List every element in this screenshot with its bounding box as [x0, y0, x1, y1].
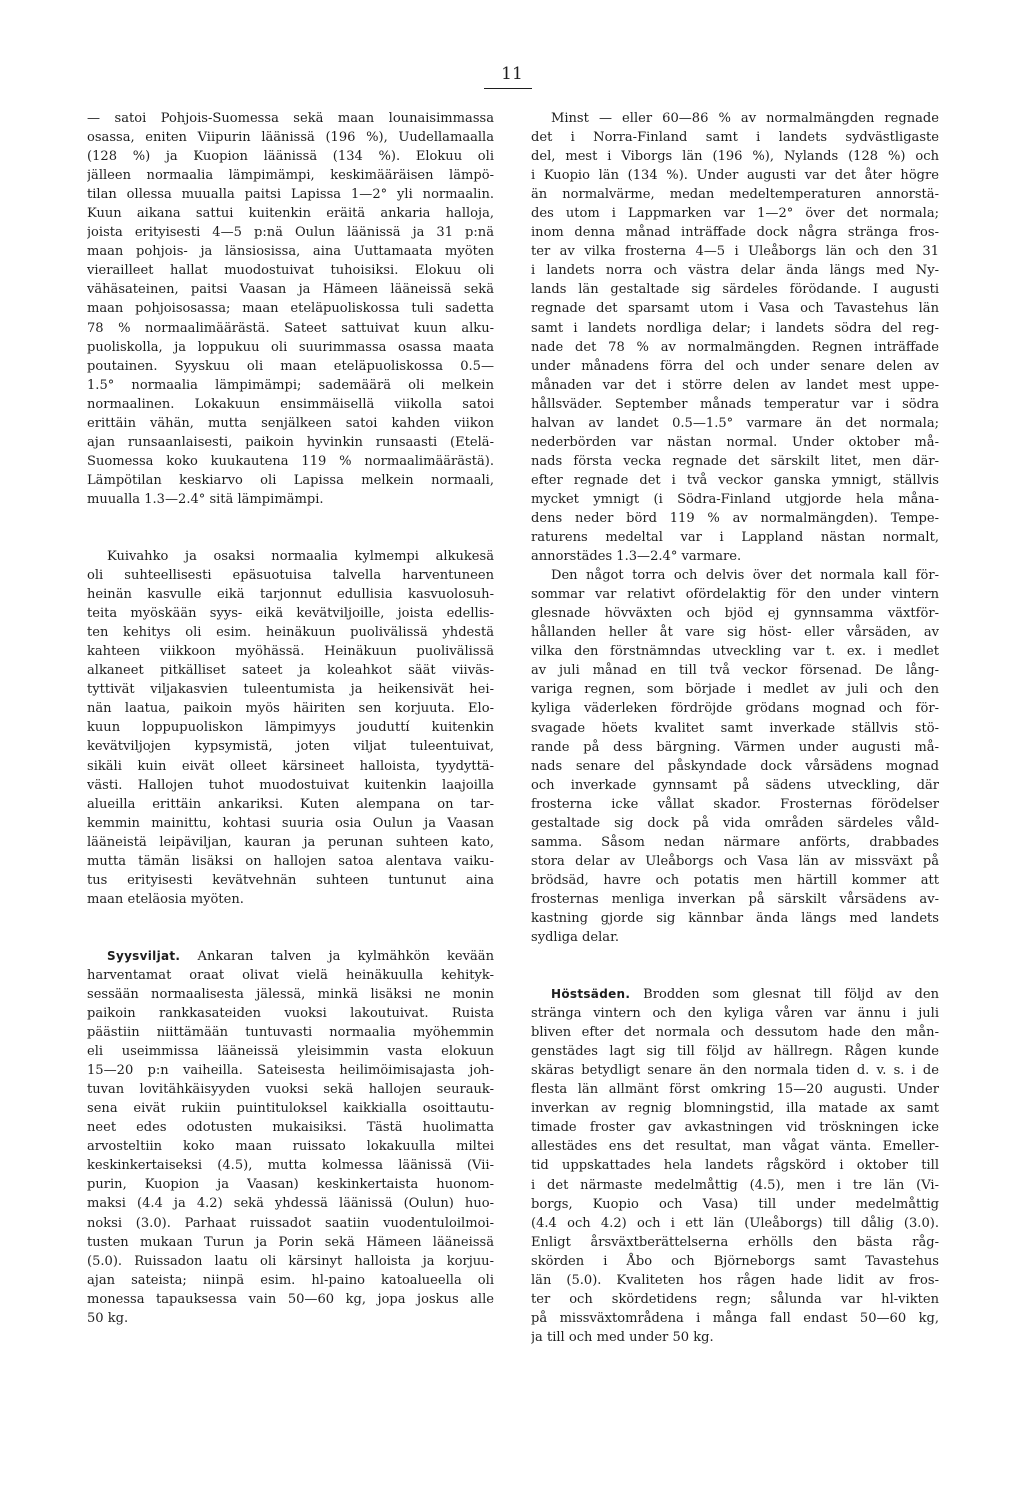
text-line: 15—20 p:n vaiheilla. Sateisesta heilimöimisajasta joh- — [87, 1063, 494, 1079]
text-line: samma. Såsom nedan närmare anförts, drabbades — [531, 834, 939, 850]
text-line: hållanden heller åt vare sig höst- eller vårsäden, av — [531, 625, 939, 641]
text-line: sikäli kuin eivät olleet kärsineet halloista, tyydyttä- — [87, 758, 494, 774]
text-line: puoliskolla, ja loppukuu oli suurimmassa osassa maata — [87, 339, 494, 355]
text-line: alueilla erittäin ankariksi. Kuten alempana on tar- — [87, 796, 494, 812]
text-line: ten kehitys oli esim. heinäkuun puolivälissä yhdestä — [87, 625, 494, 641]
text-line: vierailleet hallat muodostuivat tuhoisiksi. Elokuu oli — [87, 263, 494, 279]
text-line: harventamat oraat olivat vielä heinäkuulla kehityk- — [87, 967, 494, 983]
right-paragraph-harvest-overview — [531, 566, 939, 947]
text-line: jälleen normaalia lämpimämpi, keskimääräisen lämpö- — [87, 168, 494, 184]
text-line: teita myöskään syys- eikä kevätviljoille, joista edellis- — [87, 606, 494, 622]
text-line: svagade höets kvalitet samt inverkade ställvis stö- — [531, 720, 939, 736]
text-line: halvan av landet 0.5—1.5° varmare än det normala; — [531, 415, 939, 431]
right-paragraph-weather — [531, 109, 939, 566]
text-line: arvosteltiin koko maan ruissato lokakuulla miltei — [87, 1139, 494, 1155]
text-line: alkaneet pitkälliset sateet ja koleahkot säät viiväs- — [87, 663, 494, 679]
text-line: kastning gjorde sig kännbar ända längs med landets — [531, 910, 939, 926]
text-line: päästiin niittämään tuntuvasti normaalia myöhemmin — [87, 1025, 494, 1041]
text-line: erittäin vähän, mutta senjälkeen satoi kahden viikon — [87, 415, 494, 431]
text-line: nads första vecka regnade det särskilt litet, men där- — [531, 453, 939, 469]
text-line: under månadens förra del och under senare delen av — [531, 358, 939, 374]
text-line: muualla 1.3—2.4° sitä lämpimämpi. — [87, 491, 324, 507]
text-line: nederbörden var nästan normal. Under oktober må- — [531, 434, 939, 450]
text-line: hållsväder. September månads temperatur var i södra — [531, 396, 939, 412]
text-line: (4.4 och 4.2) och i ett län (Uleåborgs) till dålig (3.0). — [531, 1215, 939, 1231]
text-line: inverkan av regnig blomningstid, illa matade ax samt — [531, 1101, 939, 1117]
right-paragraph-autumn-cereals — [531, 985, 939, 1347]
text-line: bliven efter det normala och dessutom hade den mån- — [531, 1025, 939, 1041]
text-line: Kuivahko ja osaksi normaalia kylmempi alkukesä — [107, 548, 494, 564]
text-line: sommar var relativt ofördelaktig för den under vintern — [531, 587, 939, 603]
text-line: än normalvärme, medan medeltemperaturen annorstä- — [531, 187, 939, 203]
left-column — [87, 109, 494, 1328]
text-line: lands län gestaltade sig särdeles förödande. I augusti — [531, 282, 939, 298]
text-line: tyttivät viljakasvien tuleentumista ja heikensivät hei- — [87, 682, 494, 698]
text-line: månaden var det i större delen av landet mest uppe- — [531, 377, 939, 393]
text-line: och inverkade gynnsamt på sädens utveckling, där — [531, 777, 939, 793]
text-line: kuun loppupuoliskon lämpimyys jouduttí kuitenkin — [87, 720, 494, 736]
text-line: frosternas menliga inverkan på särskilt vårsädens av- — [531, 891, 939, 907]
text-line: mycket ymnigt (i Södra-Finland utgjorde hela måna- — [531, 491, 939, 507]
text-line: heinän kasvulle eikä tarjonnut edullisia kasvuolosuh- — [87, 587, 494, 603]
text-line: kyliga väderleken fördröjde grödans mognad och för- — [531, 701, 939, 717]
text-line: vilka den förstnämndas utveckling var t. ex. i medlet — [531, 644, 939, 660]
text-line: flesta län allmänt först omkring 15—20 augusti. Under — [531, 1082, 939, 1098]
text-line: kemmin mainittu, kohtasi suuria osia Oulun ja Vaasan — [87, 815, 494, 831]
text-line: i det närmaste medelmåttig (4.5), men i tre län (Vi- — [531, 1177, 939, 1193]
text-line: allestädes ens det resultat, man vågat vänta. Emeller- — [531, 1139, 939, 1155]
text-line: ja till och med under 50 kg. — [531, 1329, 714, 1345]
text-line: nän laatua, paikoin myös häiriten sen korjuuta. Elo- — [87, 701, 494, 717]
text-line: brödsäd, havre och potatis men härtill kommer att — [531, 872, 939, 888]
text-line: Den något torra och delvis över det normala kall för- — [551, 568, 939, 584]
text-line: maan eteläosia myöten. — [87, 891, 244, 907]
text-line: — satoi Pohjois-Suomessa sekä maan lounaisimmassa — [87, 111, 494, 126]
text-line: stränga vintern och den kyliga våren var ännu i juli — [531, 1006, 939, 1022]
text-line: variga regnen, som började i medlet av juli och den — [531, 682, 939, 698]
page-number: 11 — [501, 64, 523, 84]
text-line: skörden i Åbo och Björneborgs samt Tavastehus — [531, 1253, 939, 1269]
text-run: Brodden som glesnat till följd av den — [630, 987, 939, 1003]
text-line: dens neder börd 119 % av normalmängden). Tempe- — [531, 510, 939, 526]
left-paragraph-harvest-overview — [87, 547, 494, 909]
text-line: monessa tapauksessa vain 50—60 kg, jopa joskus alle — [87, 1291, 494, 1307]
left-paragraph-weather — [87, 109, 494, 509]
text-line: (5.0). Ruissadon laatu oli kärsinyt halloista ja korjuu- — [87, 1253, 494, 1269]
section-heading: Syysviljat. — [107, 948, 181, 963]
text-line: vähäsateinen, paitsi Vaasan ja Hämeen lääneissä sekä — [87, 282, 494, 298]
text-line: nads senare del påskyndade dock vårsädens mognad — [531, 758, 939, 774]
text-line: kevätviljojen kypsymistä, joten viljat tuleentuivat, — [87, 739, 494, 755]
text-line: det i Norra-Finland samt i landets sydvästligaste — [531, 130, 939, 146]
text-line: 50 kg. — [87, 1310, 129, 1326]
left-paragraph-autumn-cereals — [87, 947, 494, 1328]
text-line: kahteen viikkoon myöhässä. Heinäkuun puolivälissä — [87, 644, 494, 660]
text-line: län (5.0). Kvaliteten hos rågen hade lidit av fros- — [531, 1272, 939, 1288]
text-line: des utom i Lappmarken var 1—2° över det normala; — [531, 206, 939, 222]
text-line: keskinkertaiseksi (4.5), mutta kolmessa läänissä (Vii- — [87, 1158, 494, 1174]
text-line: glesnade hövväxten och bjöd ej gynnsamma växtför- — [531, 606, 939, 622]
text-line: annorstädes 1.3—2.4° varmare. — [531, 549, 742, 565]
text-line: tilan ollessa muualla paitsi Lapissa 1—2° yli normaalin. — [87, 187, 494, 203]
text-line — [531, 985, 939, 1004]
text-line: borgs, Kuopio och Vasa) till under medelmåttig — [531, 1196, 939, 1212]
text-line: rande på dess bärgning. Värmen under augusti må- — [531, 739, 939, 755]
text-line: gestaltade sig dock på vida områden särdeles våld- — [531, 815, 939, 831]
text-line: Suomessa koko kuukautena 119 % normaalimäärästä). — [87, 453, 494, 469]
text-line: timade froster gav avkastningen vid tröskningen icke — [531, 1120, 939, 1136]
text-line: neet edes odotusten mukaisiksi. Tästä huolimatta — [87, 1120, 494, 1136]
page-number-rule — [484, 88, 532, 89]
text-line: del, mest i Viborgs län (196 %), Nylands (128 %) och — [531, 149, 939, 165]
text-line: samt i landets nordliga delar; i landets södra del reg- — [531, 320, 939, 336]
text-line: poutainen. Syyskuu oli maan eteläpuoliskossa 0.5— — [87, 358, 494, 374]
text-line: noksi (3.0). Parhaat ruissadot saatiin vuodentuloilmoi- — [87, 1215, 494, 1231]
text-line: Lämpötilan keskiarvo oli Lapissa melkein normaali, — [87, 472, 494, 488]
text-line: 78 % normaalimäärästä. Sateet sattuivat kuun alku- — [87, 320, 494, 336]
text-line: maksi (4.4 ja 4.2) sekä yhdessä läänissä (Oulun) huo- — [87, 1196, 494, 1212]
text-line: mutta tämän lisäksi on hallojen satoa alentava vaiku- — [87, 853, 494, 869]
text-line: skäras betydligt senare än den normala tiden d. v. s. i de — [531, 1063, 939, 1079]
text-line: av juli månad en till två veckor försenad. De lång- — [531, 663, 939, 679]
text-run: Ankaran talven ja kylmähkön kevään — [180, 948, 494, 964]
text-line: Kuun aikana sattui kuitenkin eräitä ankaria halloja, — [87, 206, 494, 222]
text-line: normaalinen. Lokakuun ensimmäisellä viikolla satoi — [87, 396, 494, 412]
text-line: Minst — eller 60—86 % av normalmängden regnade — [551, 111, 939, 126]
text-line: sessään normaalisesta jälessä, minkä lisäksi ne monin — [87, 986, 494, 1002]
text-line: sena eivät rukiin puintituloksel kaikkialla osoittautu- — [87, 1101, 494, 1117]
text-line: tusten mukaan Turun ja Porin sekä Hämeen lääneissä — [87, 1234, 494, 1250]
text-line: inom denna månad inträffade dock några stränga fros- — [531, 225, 939, 241]
text-line: genstädes lagt sig till följd av hällregn. Rågen kunde — [531, 1044, 939, 1060]
section-heading: Höstsäden. — [551, 987, 631, 1002]
text-line: tus erityisesti kevätvehnän suhteen tuntunut aina — [87, 872, 494, 888]
text-line: Enligt årsväxtberättelserna erhölls den bästa råg- — [531, 1234, 939, 1250]
text-line: stora delar av Uleåborgs och Vasa län av missväxt på — [531, 853, 939, 869]
text-line: eli useimmissa lääneissä yleisimmin vasta elokuun — [87, 1044, 494, 1060]
text-line: tuvan lovitähkäisyyden vuoksi sekä hallojen seurauk- — [87, 1082, 494, 1098]
text-line — [87, 947, 494, 966]
text-line: västi. Hallojen tuhot muodostuivat kuitenkin laajoilla — [87, 777, 494, 793]
text-line: (128 %) ja Kuopion läänissä (134 %). Elokuu oli — [87, 149, 494, 165]
text-line: oli suhteellisesti epäsuotuisa talvella harventuneen — [87, 568, 494, 584]
text-line: på missväxtområdena i många fall endast 50—60 kg, — [531, 1310, 939, 1326]
text-line: ajan sateista; niinpä esim. hl-paino katoalueella oli — [87, 1272, 494, 1288]
text-line: 1.5° normaalia lämpimämpi; sademäärä oli melkein — [87, 377, 494, 393]
right-column — [531, 109, 939, 1347]
text-line: i Kuopio län (134 %). Under augusti var det åter högre — [531, 168, 939, 184]
text-line: joista erityisesti 4—5 p:nä Oulun läänissä ja 31 p:nä — [87, 225, 494, 241]
text-line: osassa, eniten Viipurin läänissä (196 %), Uudellamaalla — [87, 130, 494, 146]
text-line: maan pohjoisosassa; maan eteläpuoliskossa tuli sadetta — [87, 301, 494, 317]
text-line: ter av vilka frosterna 4—5 i Uleåborgs län och den 31 — [531, 244, 939, 260]
text-line: ter och skördetidens regn; sålunda var hl-vikten — [531, 1291, 939, 1307]
text-line: efter regnade det i två veckor ganska ymnigt, ställvis — [531, 472, 939, 488]
text-line: ajan runsaanlaisesti, paikoin hyvinkin runsaasti (Etelä- — [87, 434, 494, 450]
text-line: purin, Kuopion ja Vaasan) keskinkertaista huonom- — [87, 1177, 494, 1193]
text-line: paikoin rankkasateiden vuoksi lakoutuivat. Ruista — [87, 1006, 494, 1022]
text-line: lääneistä leipäviljan, kauran ja perunan suhteen kato, — [87, 834, 494, 850]
text-line: tid uppskattades hela landets rågskörd i oktober till — [531, 1158, 939, 1174]
text-line: frosterna icke vållat skador. Frosternas förödelser — [531, 796, 939, 812]
text-line: maan pohjois- ja länsiosissa, aina Uuttamaata myöten — [87, 244, 494, 260]
text-line: nade det 78 % av normalmängden. Regnen inträffade — [531, 339, 939, 355]
text-line: sydliga delar. — [531, 930, 620, 946]
text-line: raturens medeltal var i Lappland nästan normalt, — [531, 530, 939, 546]
text-line: regnade det sparsamt utom i Vasa och Tavastehus län — [531, 301, 939, 317]
text-line: i landets norra och västra delar ända längs med Ny- — [531, 263, 939, 279]
